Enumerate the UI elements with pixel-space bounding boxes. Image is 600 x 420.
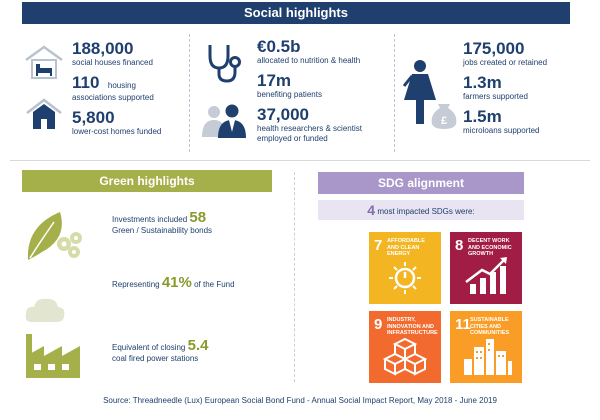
green-bonds-text xyxy=(112,209,213,236)
green-highlights-banner: Green highlights xyxy=(22,170,272,192)
researchers-icon xyxy=(200,102,248,143)
social-houses-label: social houses financed xyxy=(72,58,153,67)
social-houses-value: 188,000 xyxy=(72,39,134,58)
microloans-value: 1.5m xyxy=(463,107,502,126)
sdg-tile-number: 11 xyxy=(455,316,471,333)
sdg-tile-9 xyxy=(369,311,441,383)
column-divider xyxy=(189,34,190,152)
patients-value: 17m xyxy=(257,71,292,90)
social-highlights-banner: Social highlights xyxy=(22,2,570,24)
housing-associations xyxy=(72,74,182,93)
leaf-gears-icon xyxy=(24,206,88,269)
svg-text:£: £ xyxy=(440,115,448,127)
house-bed-icon xyxy=(24,44,64,85)
farmers-value: 1.3m xyxy=(463,73,502,92)
house-icon xyxy=(26,98,62,135)
microloans-label: microloans supported xyxy=(463,126,540,135)
green-bonds-pre: Investments included xyxy=(112,215,188,224)
health-stats xyxy=(257,32,387,154)
housing-associations-value: 110 xyxy=(72,73,100,92)
researchers-label1: health researchers & scientist xyxy=(257,124,362,133)
sdg-tile-number: 9 xyxy=(374,316,383,333)
sdg-tile-label: DECENT WORK AND ECONOMIC GROWTH xyxy=(468,238,512,257)
sdg-tile-8 xyxy=(450,232,522,304)
farmers-label: farmers supported xyxy=(463,92,528,101)
sdg-tile-number: 8 xyxy=(455,237,464,254)
sdg-tile-11 xyxy=(450,311,522,383)
woman-money-bag-icon xyxy=(402,58,458,135)
factory-icon xyxy=(24,330,84,385)
city-buildings-icon xyxy=(450,311,522,383)
sdg-subtitle xyxy=(318,200,524,220)
jobs-label: jobs created or retained xyxy=(463,58,548,67)
housing-associations-label2: associations supported xyxy=(72,93,154,102)
sdg-count: 4 xyxy=(367,202,376,218)
column-divider xyxy=(394,34,395,152)
sdg-tile-7 xyxy=(369,232,441,304)
section-separator xyxy=(10,160,590,161)
fund-share-text xyxy=(112,274,235,291)
researchers-value: 37,000 xyxy=(257,105,309,124)
coal-stations-text xyxy=(112,337,209,364)
green-bonds-value: 58 xyxy=(189,209,207,226)
nutrition-health-value: €0.5b xyxy=(257,37,301,56)
sdg-tile-label: INDUSTRY, INNOVATION AND INFRASTRUCTURE xyxy=(387,317,438,336)
column-divider xyxy=(294,172,295,382)
coal-stations-post: coal fired power stations xyxy=(112,354,199,363)
cubes-icon xyxy=(369,311,441,383)
jobs-stats xyxy=(463,32,583,154)
fund-share-pre: Representing xyxy=(112,280,160,289)
fund-share-value: 41% xyxy=(161,274,192,291)
sdg-tile-label: AFFORDABLE AND CLEAN ENERGY xyxy=(387,238,425,257)
housing-stats xyxy=(72,32,182,154)
coal-stations-pre: Equivalent of closing xyxy=(112,343,186,352)
sun-power-icon xyxy=(369,232,441,304)
source-footnote: Source: Threadneedle (Lux) European Social Bond Fund - Annual Social Impact Report, May 2018 - June 2019 xyxy=(103,396,497,405)
sdg-alignment-banner: SDG alignment xyxy=(318,172,524,194)
coal-stations-value: 5.4 xyxy=(187,337,209,354)
green-bonds-post: Green / Sustainability bonds xyxy=(112,226,213,235)
cloud-icon xyxy=(24,296,66,329)
sdg-tile-number: 7 xyxy=(374,237,383,254)
nutrition-health-label: allocated to nutrition & health xyxy=(257,56,361,65)
sdg-count-label: most impacted SDGs were: xyxy=(377,207,475,216)
fund-share-post: of the Fund xyxy=(194,280,235,289)
researchers-label2: employed or funded xyxy=(257,134,328,143)
growth-chart-icon xyxy=(450,232,522,304)
patients-label: benefiting patients xyxy=(257,90,322,99)
sdg-tile-label: SUSTAINABLE CITIES AND COMMUNITIES xyxy=(470,317,510,336)
jobs-value: 175,000 xyxy=(463,39,525,58)
stethoscope-icon xyxy=(204,42,242,89)
housing-associations-label1: housing xyxy=(107,81,136,90)
lower-cost-homes-label: lower-cost homes funded xyxy=(72,127,162,136)
lower-cost-homes-value: 5,800 xyxy=(72,108,115,127)
